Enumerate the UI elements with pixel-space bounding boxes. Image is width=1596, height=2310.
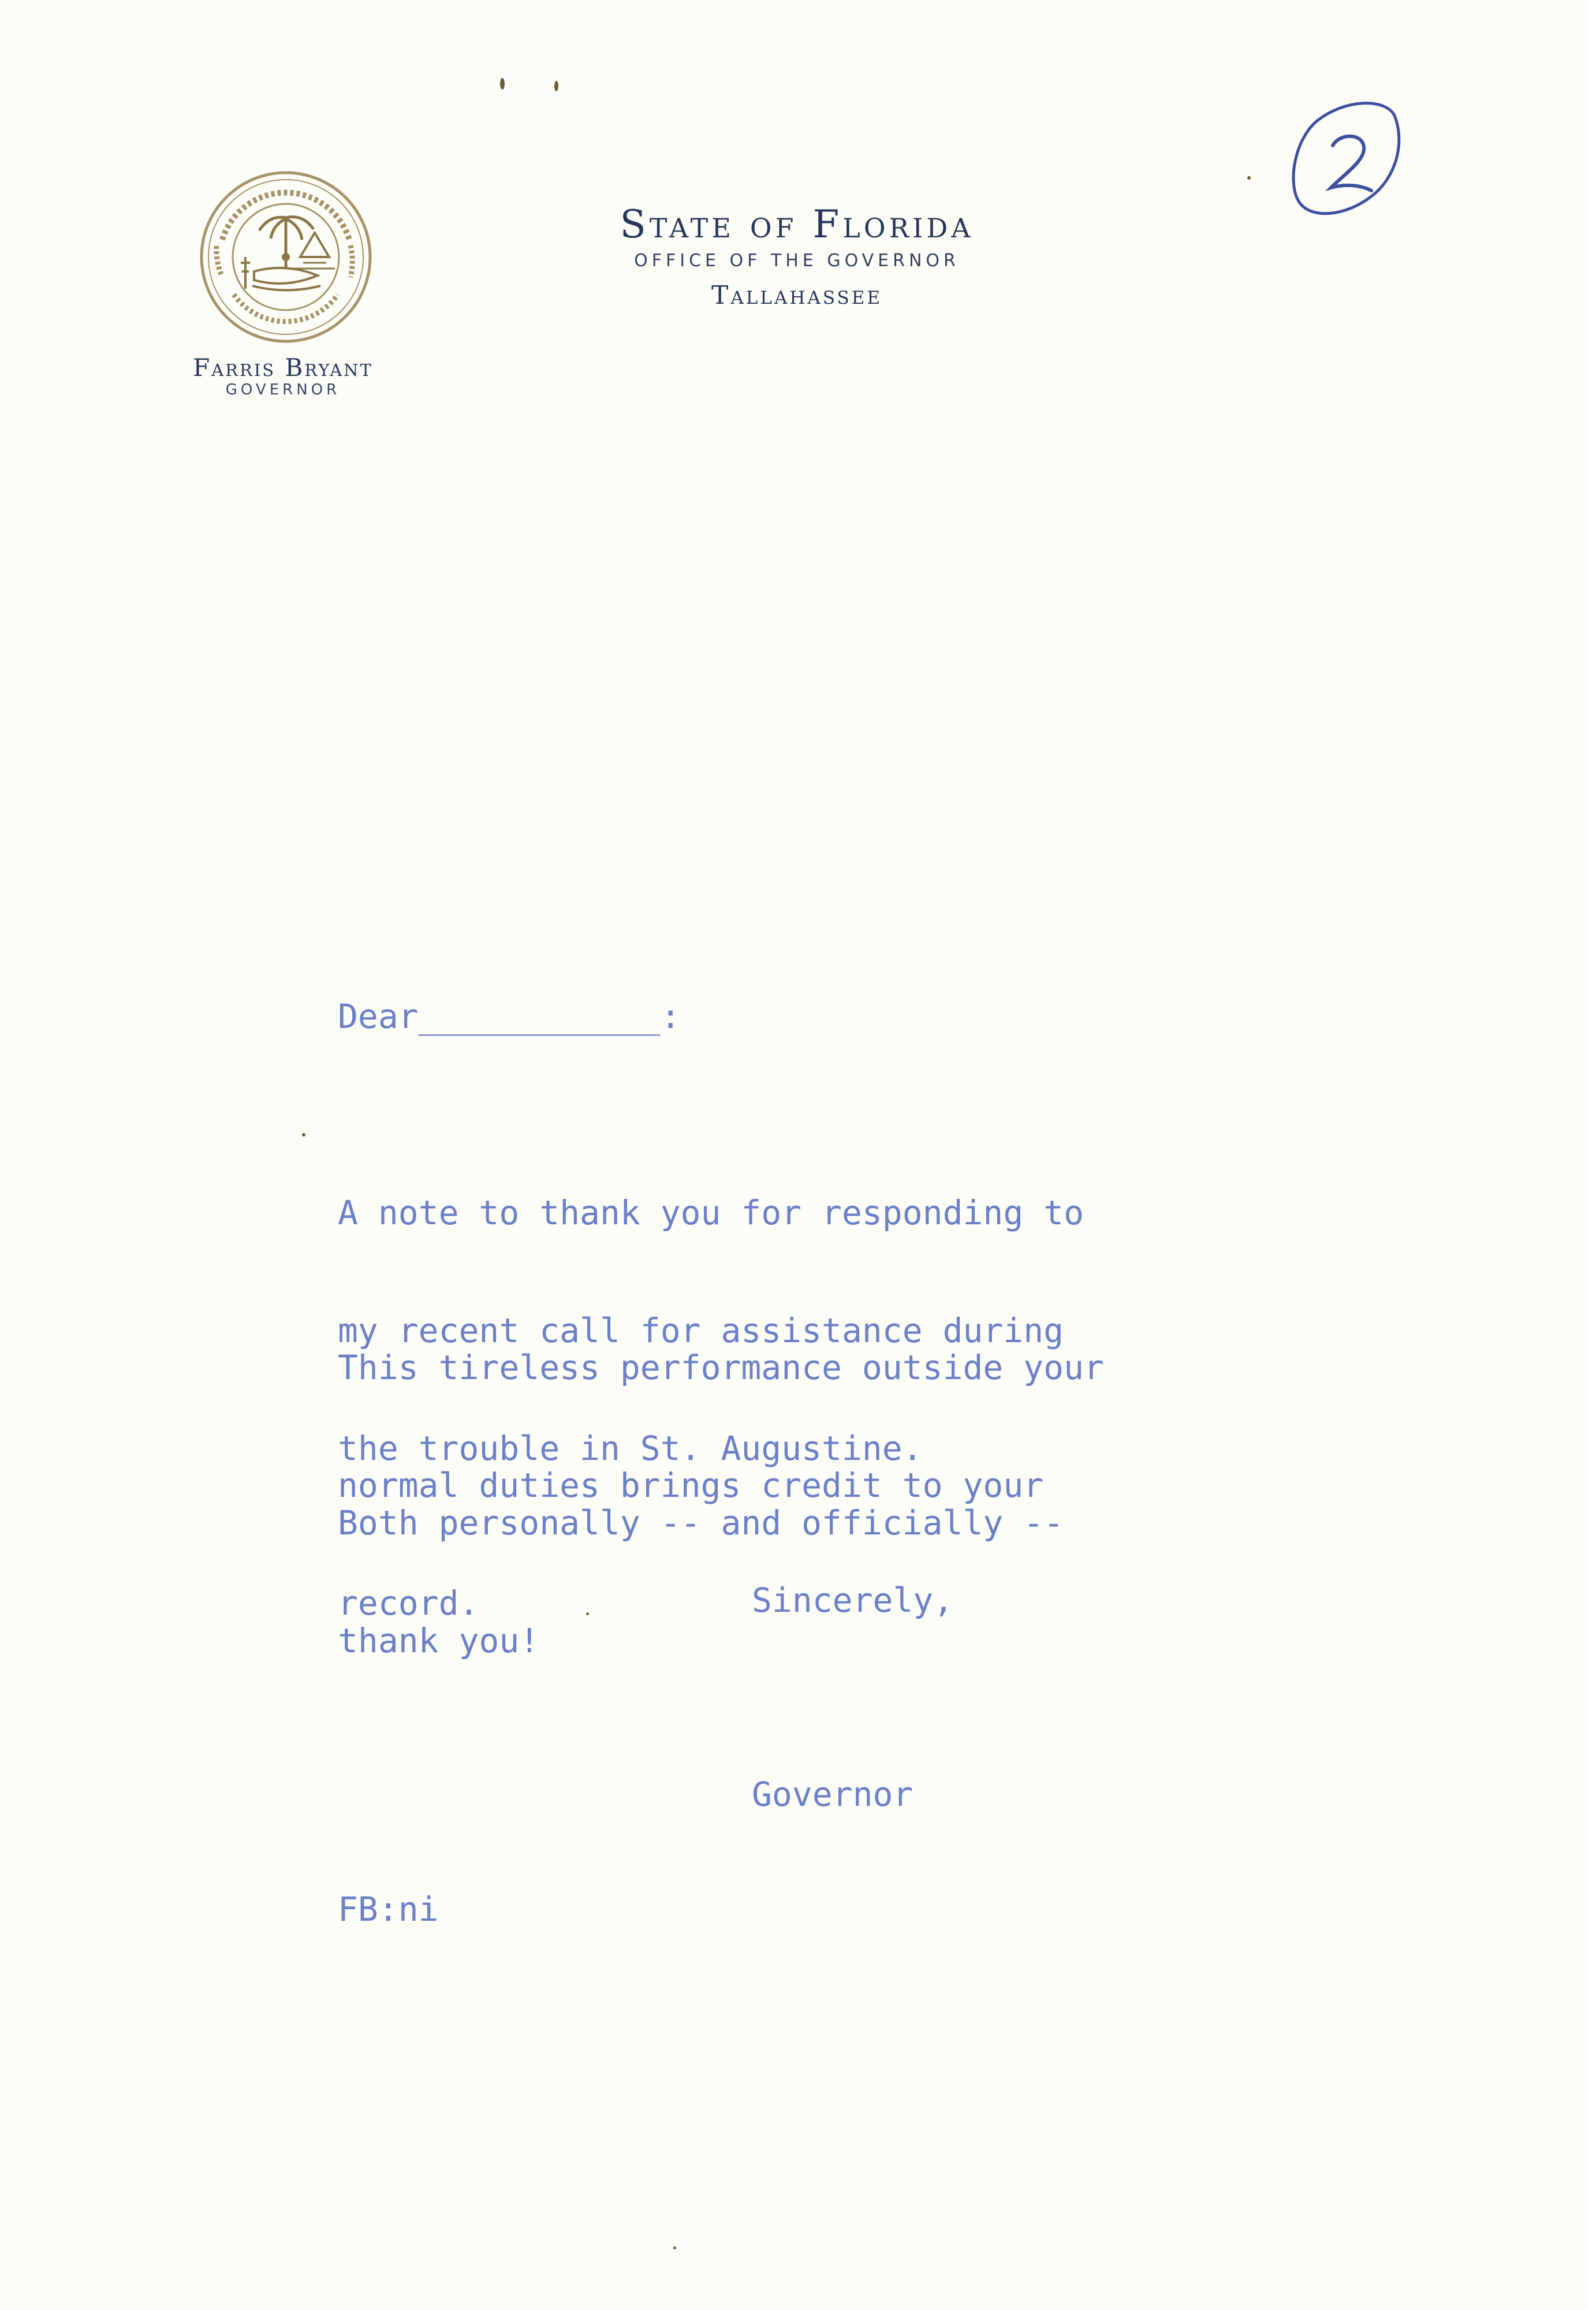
paragraph-line: record. (338, 1584, 479, 1623)
salutation: Dear____________: (338, 997, 681, 1036)
paragraph-line: normal duties brings credit to your (338, 1466, 1044, 1505)
paragraph-line: This tireless performance outside your (338, 1348, 1104, 1387)
florida-seal-icon (199, 170, 372, 344)
paragraph-line: thank you! (338, 1621, 540, 1660)
signature-title: Governor (752, 1775, 913, 1814)
paragraph-line: the trouble in St. Augustine. (338, 1429, 923, 1468)
closing: Sincerely, (752, 1581, 954, 1620)
governor-title: GOVERNOR (225, 381, 341, 398)
paragraph-3 (338, 1425, 1064, 1739)
paragraph-line: Both personally -- and officially -- (338, 1503, 1064, 1543)
page-number-mark (1276, 92, 1409, 231)
reference-initials: FB:ni (338, 1890, 439, 1929)
city-heading: Tallahassee (711, 281, 882, 310)
state-heading: State of Florida (620, 202, 974, 247)
governor-name: Farris Bryant (193, 353, 373, 382)
paragraph-line: my recent call for assistance during (338, 1311, 1064, 1350)
office-heading: OFFICE OF THE GOVERNOR (634, 251, 960, 271)
paragraph-line: A note to thank you for responding to (338, 1193, 1084, 1232)
